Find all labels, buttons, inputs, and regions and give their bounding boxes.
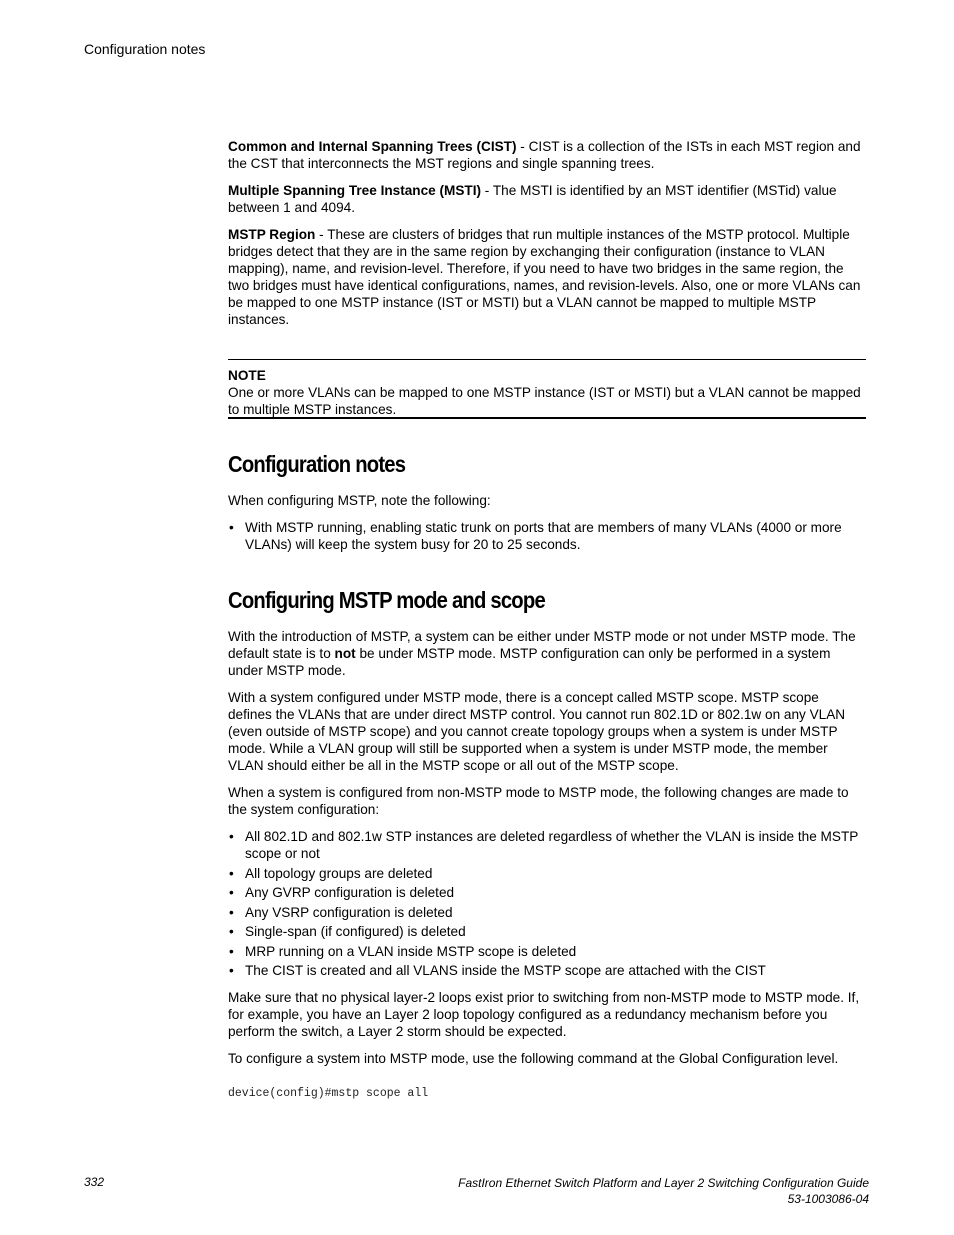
list-item: • Any GVRP configuration is deleted bbox=[228, 884, 866, 901]
page-number: 332 bbox=[84, 1175, 105, 1189]
list-item: • Single-span (if configured) is deleted bbox=[228, 923, 866, 940]
definition-term: Common and Internal Spanning Trees (CIST) bbox=[228, 139, 517, 154]
definition-cist bbox=[228, 138, 866, 172]
list-item: • With MSTP running, enabling static trunk on ports that are members of many VLANs (4000 or more VLANs) will keep the system busy for 20 to 25 seconds. bbox=[228, 519, 866, 553]
list-item: • The CIST is created and all VLANS inside the MSTP scope are attached with the CIST bbox=[228, 962, 866, 979]
list-item: • All 802.1D and 802.1w STP instances are deleted regardless of whether the VLAN is inside the MSTP scope or not bbox=[228, 828, 866, 862]
section2-paragraph-3: When a system is configured from non-MSTP mode to MSTP mode, the following changes are made to the system configuration: bbox=[228, 785, 849, 817]
section2-paragraph-2: With a system configured under MSTP mode, there is a concept called MSTP scope. MSTP scope defines the VLANs that are under direct MSTP control. You cannot run 802.1D or 802.1w on any VLAN (even outside of MSTP scope) and you cannot create topology groups when a system is under MSTP mode. While a VLAN group will still be supported when a system is under MSTP mode, the member VLAN should either be all in the MSTP scope or all out of the MSTP scope. bbox=[228, 690, 846, 773]
paragraph-text: With the introduction of MSTP, a system can be either under MSTP mode or not under MSTP mode. The default state is to bbox=[228, 629, 856, 661]
list-item: • MRP running on a VLAN inside MSTP scope is deleted bbox=[228, 943, 866, 960]
list-item: • Any VSRP configuration is deleted bbox=[228, 904, 866, 921]
paragraph-text: be under MSTP mode. MSTP configuration can only be performed in a system under MSTP mode. bbox=[228, 646, 831, 678]
definition-text: - These are clusters of bridges that run multiple instances of the MSTP protocol. Multiple bridges detect that they are in the same region by exchanging their configuration (instance to VLAN mapping), name, and revision-level. Therefore, if you need to have two bridges in the same region, the two bridges must have identical configurations, names, and revision-levels. Also, one or more VLANs can be mapped to one MSTP instance (IST or MSTI) but a VLAN cannot be mapped to multiple MSTP instances. bbox=[228, 227, 861, 327]
note-text: One or more VLANs can be mapped to one MSTP instance (IST or MSTI) but a VLAN cannot be mapped to multiple MSTP instances. bbox=[228, 385, 861, 417]
section-heading-configuring-mstp: Configuring MSTP mode and scope bbox=[228, 587, 545, 613]
section1-bullet-list bbox=[228, 519, 866, 553]
running-header: Configuration notes bbox=[84, 41, 206, 57]
guide-title: FastIron Ethernet Switch Platform and Layer 2 Switching Configuration Guide bbox=[458, 1176, 869, 1190]
emphasis-text: not bbox=[334, 646, 356, 661]
page-content bbox=[228, 138, 866, 1102]
section2-bullet-list bbox=[228, 828, 866, 979]
doc-number: 53-1003086-04 bbox=[787, 1192, 869, 1206]
note-label: NOTE bbox=[228, 368, 266, 383]
definition-text: - The MSTI is identified by an MST identifier (MSTid) value between 1 and 4094. bbox=[228, 183, 837, 215]
note-box bbox=[228, 359, 866, 419]
definition-term: MSTP Region bbox=[228, 227, 316, 242]
section1-intro: When configuring MSTP, note the following: bbox=[228, 493, 491, 508]
footer-guide-info bbox=[458, 1175, 869, 1207]
definition-mstp-region bbox=[228, 226, 866, 328]
list-item: • All topology groups are deleted bbox=[228, 865, 866, 882]
code-example: device(config)#mstp scope all bbox=[228, 1087, 429, 1100]
definition-text: - CIST is a collection of the ISTs in each MST region and the CST that interconnects the MST regions and single spanning trees. bbox=[228, 139, 861, 171]
section-heading-configuration-notes: Configuration notes bbox=[228, 451, 406, 477]
section2-paragraph-4: Make sure that no physical layer-2 loops exist prior to switching from non-MSTP mode to MSTP mode. If, for example, you have an Layer 2 loop topology configured as a redundancy mechanism before you perform the switch, a Layer 2 storm should be expected. bbox=[228, 990, 860, 1039]
section2-paragraph-1 bbox=[228, 628, 866, 679]
definition-msti bbox=[228, 182, 866, 216]
definition-term: Multiple Spanning Tree Instance (MSTI) bbox=[228, 183, 482, 198]
section2-paragraph-5: To configure a system into MSTP mode, use the following command at the Global Configuration level. bbox=[228, 1051, 839, 1066]
